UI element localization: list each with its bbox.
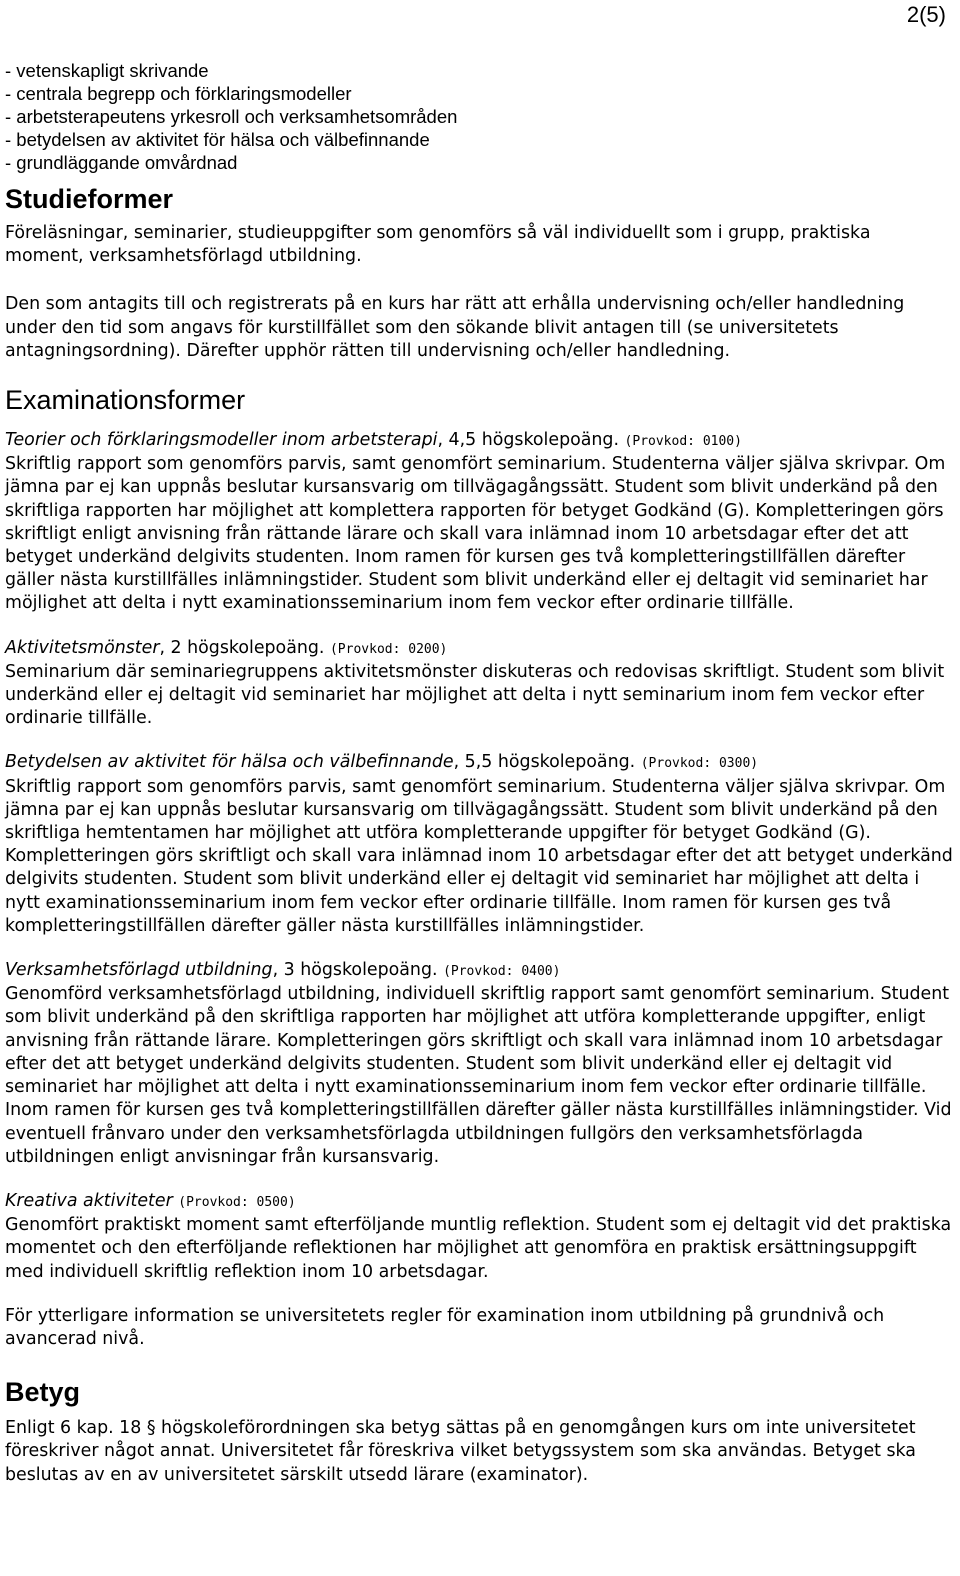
list-item: - vetenskapligt skrivande <box>5 60 209 81</box>
exam-item <box>5 959 953 1169</box>
exam-item <box>5 637 953 731</box>
exam-item-title: Kreativa aktiviteter <box>5 1190 173 1211</box>
list-item: - centrala begrepp och förklaringsmodeller <box>5 83 352 104</box>
exam-item-title: Teorier och förklaringsmodeller inom arbetsterapi <box>5 430 438 451</box>
exam-item-credits: , 4,5 högskolepoäng. <box>437 430 620 451</box>
exam-item-code: (Provkod: 0300) <box>640 756 759 772</box>
exam-item-text: Genomförd verksamhetsförlagd utbildning, individuell skriftlig rapport samt genomfört seminarium. Student som blivit underkänd på den skriftliga rapporten har möjlighet att utföra kompletterande uppgifter, enligt anvisning från rättande lärare. Kompletteringen görs skriftligt och skall vara inlämnad inom 10 arbetsdagar efter det att betyget underkänd delgivits studenten. Student som blivit underkänd eller ej deltagit vid seminariet har möjlighet att delta i nytt examinationsseminarium inom fem veckor efter ordinarie tillfälle. Inom ramen för kursen ges två kompletteringstillfällen därefter gäller nästa kurstillfälles inlämningstider. Vid eventuell frånvaro under den verksamhetsförlagda utbildningen fullgörs den verksamhetsförlagda utbildningen enligt anvisningar från kursansvarig. <box>5 984 952 1167</box>
list-item: - arbetsterapeutens yrkesroll och verksamhetsområden <box>5 106 458 127</box>
examination-footer-note: För ytterligare information se universitetets regler för examination inom utbildning på grundnivå och avancerad nivå. <box>5 1305 885 1349</box>
exam-item <box>5 429 953 616</box>
studieformer-heading: Studieformer <box>5 184 174 214</box>
exam-item-title: Betydelsen av aktivitet för hälsa och välbefinnande <box>5 752 454 773</box>
studieformer-paragraph-2: Den som antagits till och registrerats på en kurs har rätt att erhålla undervisning och/eller handledning under den tid som angavs för kurstillfället som den sökande blivit antagen till (se universitetets antagningsordning). Därefter upphör rätten till undervisning och/eller handledning. <box>5 294 905 361</box>
exam-item-code: (Provkod: 0500) <box>178 1194 296 1210</box>
exam-item-text: Seminarium där seminariegruppens aktivitetsmönster diskuteras och redovisas skriftligt. Student som blivit underkänd eller ej deltagit vid seminariet har möjlighet att delta i nytt seminarium inom fem veckor efter ordinarie tillfälle. <box>5 661 945 729</box>
exam-item-code: (Provkod: 0400) <box>443 964 561 980</box>
exam-item-text: Genomfört praktiskt moment samt efterföljande muntlig reflektion. Student som ej deltagit vid det praktiska momentet och den efterföljande reflektionen har möjlighet att genomföra en praktisk ersättningsuppgift med individuell skriftlig reflektion inom 10 arbetsdagar. <box>5 1215 952 1282</box>
exam-item-title: Verksamhetsförlagd utbildning <box>5 960 273 981</box>
content-list <box>5 59 953 174</box>
exam-item-title: Aktivitetsmönster <box>5 637 160 658</box>
exam-item-credits: , 5,5 högskolepoäng. <box>453 752 636 773</box>
exam-item-text: Skriftlig rapport som genomförs parvis, samt genomfört seminarium. Studenterna väljer själva skrivpar. Om jämna par ej kan uppnås beslutar kursansvarig om tillvägagångssätt. Student som blivit underkänd på den skriftliga hemtentamen har möjlighet att utföra kompletterande uppgifter för betyget Godkänd (G). Kompletteringen görs skriftligt och skall vara inlämnad inom 10 arbetsdagar efter det att betyget underkänd delgivits studenten. Student som blivit underkänd eller ej deltagit vid seminariet har möjlighet att delta i nytt examinationsseminarium inom fem veckor efter ordinarie tillfälle. Inom ramen för kursen ges två kompletteringstillfällen därefter gäller nästa kurstillfälles inlämningstider. <box>5 776 953 936</box>
exam-item <box>5 1190 953 1284</box>
list-item: - betydelsen av aktivitet för hälsa och välbefinnande <box>5 129 430 150</box>
exam-item <box>5 751 953 938</box>
page-number: 2(5) <box>906 2 946 27</box>
betyg-heading: Betyg <box>5 1377 81 1408</box>
document-content <box>5 59 953 1487</box>
exam-item-text: Skriftlig rapport som genomförs parvis, samt genomfört seminarium. Studenterna väljer själva skrivpar. Om jämna par ej kan uppnås beslutar kursansvarig om tillvägagångssätt. Student som blivit underkänd på den skriftliga rapporten har möjlighet att komplettera rapporten för betyget Godkänd (G). Kompletteringen görs skriftligt enligt anvisning från rättande lärare och skall vara inlämnad inom 10 arbetsdagar efter det att betyget underkänd delgivits studenten. Inom ramen för kursen ges två kompletteringstillfällen därefter gäller nästa kurstillfälles inlämningstider. Student som blivit underkänd eller ej deltagit vid seminariet har möjlighet att delta i nytt examinationsseminarium inom fem veckor efter ordinarie tillfälle. <box>5 454 946 614</box>
examinationsformer-heading: Examinationsformer <box>5 385 246 416</box>
studieformer-paragraph-1: Föreläsningar, seminarier, studieuppgifter som genomförs så väl individuellt som i grupp, praktiska moment, verksamhetsförlagd utbildning. <box>5 223 871 267</box>
betyg-paragraph: Enligt 6 kap. 18 § högskoleförordningen ska betyg sättas på en genomgången kurs om inte universitetet föreskriver något annat. Universitetet får föreskriva vilket betygssystem som ska användas. Betyget ska beslutas av en av universitetet särskilt utsedd lärare (examinator). <box>5 1418 916 1485</box>
exam-item-credits: , 2 högskolepoäng. <box>159 637 325 658</box>
exam-item-code: (Provkod: 0200) <box>329 641 448 657</box>
exam-item-code: (Provkod: 0100) <box>624 434 742 450</box>
list-item: - grundläggande omvårdnad <box>5 152 238 173</box>
exam-item-credits: , 3 högskolepoäng. <box>272 960 438 981</box>
